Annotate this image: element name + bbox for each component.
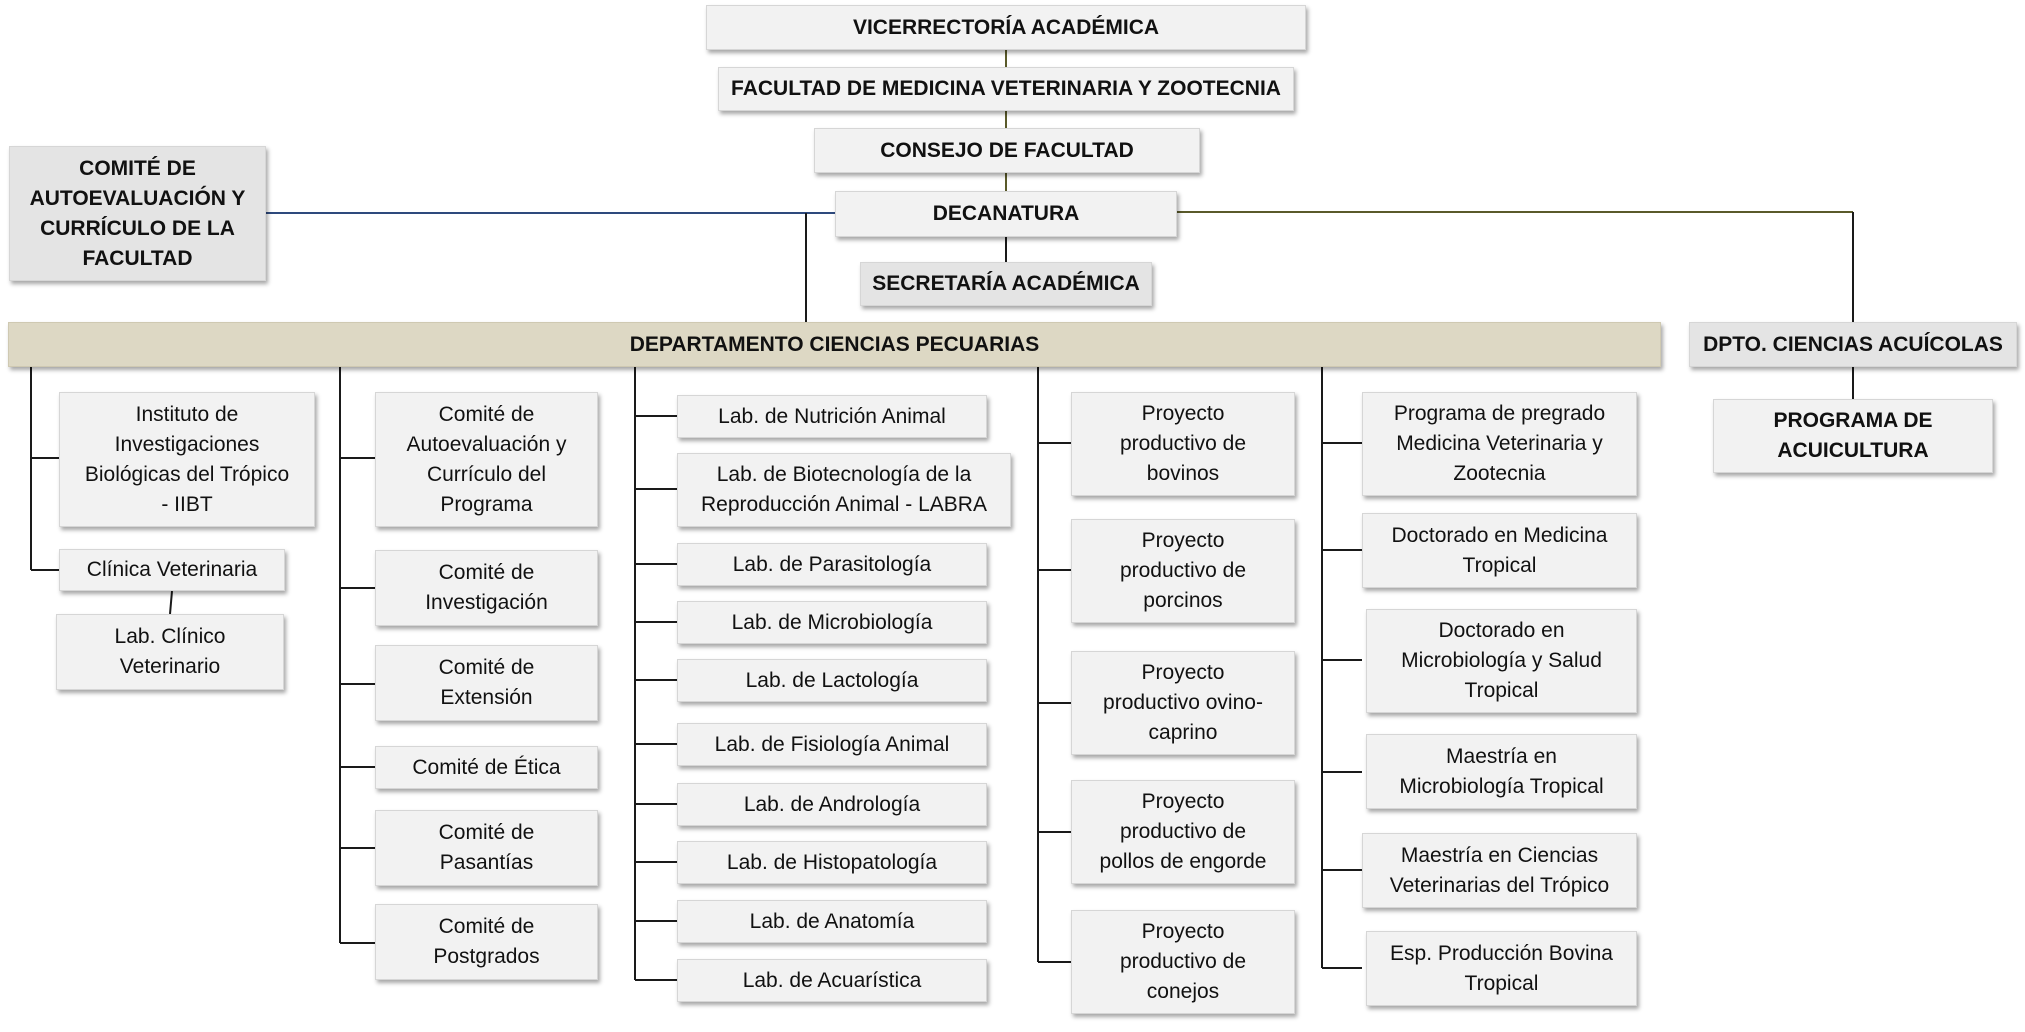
clinica-veterinaria-label: Clínica Veterinaria: [86, 558, 258, 581]
proyecto-label: Proyecto productivo de porcinos: [1119, 529, 1247, 612]
lab-item: [677, 395, 987, 438]
comite-label: Comité de Investigación: [425, 561, 548, 614]
programa-item: [1366, 734, 1637, 809]
consejo-label: CONSEJO DE FACULTAD: [880, 138, 1134, 162]
proyecto-label: Proyecto productivo de pollos de engorde: [1099, 790, 1267, 873]
comite-item: [375, 746, 598, 789]
departamento-acuicolas-label: DPTO. CIENCIAS ACUÍCOLAS: [1703, 332, 2003, 356]
facultad-label: FACULTAD DE MEDICINA VETERINARIA Y ZOOTECNIA: [731, 77, 1281, 100]
programa-item: [1362, 513, 1637, 588]
connector-line: [170, 591, 172, 614]
iibt-label: Instituto de Investigaciones Biológicas del Trópico - IIBT: [84, 402, 290, 516]
departamento-pecuarias-box: [8, 322, 1661, 367]
programa-item: [1362, 392, 1637, 496]
programa-acuicultura-box: [1713, 399, 1993, 473]
proyecto-label: Proyecto productivo de bovinos: [1119, 402, 1247, 485]
decanatura-box: [835, 191, 1177, 237]
programa-label: Maestría en Microbiología Tropical: [1399, 744, 1604, 798]
lab-label: Lab. de Histopatología: [726, 850, 938, 874]
proyecto-label: Proyecto productivo de conejos: [1119, 920, 1247, 1003]
comite-autoevaluacion-facultad-label: COMITÉ DE AUTOEVALUACIÓN Y CURRÍCULO DE LA FACULTAD: [29, 156, 246, 270]
secretaria-label: SECRETARÍA ACADÉMICA: [872, 272, 1140, 295]
programa-label: Maestría en Ciencias Veterinarias del Trópico: [1389, 843, 1610, 897]
proyecto-item: [1071, 780, 1295, 884]
lab-label: Lab. de Nutrición Animal: [718, 404, 946, 428]
clinica-veterinaria-box: [59, 549, 285, 591]
comite-item: [375, 550, 598, 626]
programa-label: Esp. Producción Bovina Tropical: [1390, 941, 1613, 995]
lab-item: [677, 783, 987, 826]
comite-label: Comité de Postgrados: [433, 915, 540, 968]
lab-label: Lab. de Lactología: [745, 668, 919, 692]
comite-item: [375, 645, 598, 721]
programa-acuicultura-label: PROGRAMA DE ACUICULTURA: [1773, 409, 1933, 462]
lab-label: Lab. de Biotecnología de la Reproducción Animal - LABRA: [701, 463, 987, 516]
lab-item: [677, 453, 1011, 527]
departamento-acuicolas-box: [1689, 322, 2017, 367]
lab-item: [677, 543, 987, 586]
proyecto-item: [1071, 519, 1295, 623]
programa-label: Doctorado en Microbiología y Salud Tropical: [1401, 619, 1602, 702]
iibt-box: [59, 392, 315, 527]
proyecto-item: [1071, 392, 1295, 496]
lab-clinico-box: [56, 614, 284, 690]
comite-label: Comité de Autoevaluación y Currículo del Programa: [406, 402, 567, 516]
lab-item: [677, 841, 987, 884]
comite-autoevaluacion-facultad-box: [9, 146, 266, 281]
facultad-box: [718, 67, 1294, 111]
programa-item: [1366, 609, 1637, 713]
comite-label: Comité de Extensión: [438, 656, 535, 709]
secretaria-box: [860, 262, 1152, 306]
proyecto-item: [1071, 910, 1295, 1014]
vicerrectoria-label: VICERRECTORÍA ACADÉMICA: [852, 15, 1160, 39]
lab-label: Lab. de Andrología: [743, 792, 921, 816]
lab-item: [677, 959, 987, 1002]
lab-item: [677, 900, 987, 943]
comite-label: Comité de Pasantías: [438, 821, 535, 874]
lab-item: [677, 659, 987, 702]
lab-clinico-label: Lab. Clínico Veterinario: [114, 625, 226, 678]
programa-item: [1366, 931, 1637, 1006]
lab-label: Lab. de Parasitología: [732, 552, 932, 576]
consejo-box: [814, 128, 1200, 173]
programa-item: [1362, 833, 1637, 908]
lab-item: [677, 723, 987, 766]
proyecto-label: Proyecto productivo ovino- caprino: [1103, 661, 1263, 744]
vicerrectoria-box: [706, 5, 1306, 50]
decanatura-label: DECANATURA: [932, 202, 1080, 225]
programa-label: Programa de pregrado Medicina Veterinaria y Zootecnia: [1393, 402, 1606, 485]
proyecto-item: [1071, 651, 1295, 755]
comite-label: Comité de Ética: [412, 755, 561, 779]
comite-item: [375, 904, 598, 980]
comite-item: [375, 810, 598, 886]
lab-label: Lab. de Fisiología Animal: [714, 732, 950, 756]
lab-item: [677, 601, 987, 644]
programa-label: Doctorado en Medicina Tropical: [1391, 523, 1608, 577]
comite-item: [375, 392, 598, 527]
lab-label: Lab. de Microbiología: [731, 610, 933, 634]
departamento-pecuarias-label: DEPARTAMENTO CIENCIAS PECUARIAS: [629, 332, 1040, 356]
lab-label: Lab. de Anatomía: [749, 909, 915, 933]
lab-label: Lab. de Acuarística: [742, 968, 922, 992]
